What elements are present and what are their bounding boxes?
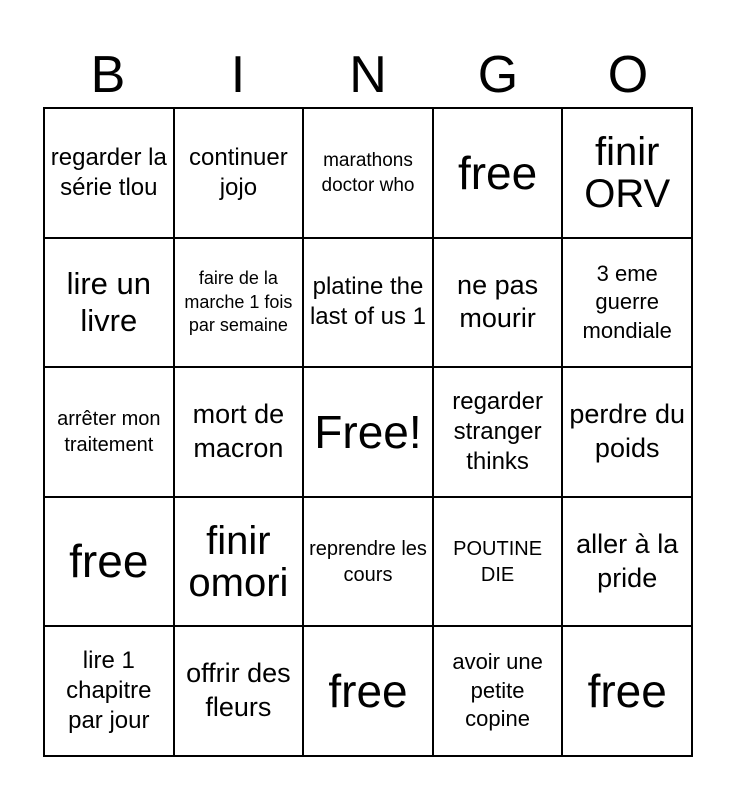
cell-text: reprendre les cours xyxy=(309,537,427,586)
cell-text: aller à la pride xyxy=(576,528,679,593)
bingo-cell-r5c1[interactable] xyxy=(44,626,174,756)
cell-text: POUTINE DIE xyxy=(453,537,543,586)
bingo-cell-r2c4[interactable] xyxy=(433,238,563,368)
bingo-cell-r5c4[interactable] xyxy=(433,626,563,756)
cell-text: platine the last of us 1 xyxy=(309,273,427,331)
cell-text: Free! xyxy=(314,405,422,458)
cell-text: marathons doctor who xyxy=(321,149,415,196)
bingo-cell-r4c3[interactable] xyxy=(303,497,433,627)
header-letter-g: G xyxy=(477,46,519,104)
cell-text: lire un livre xyxy=(66,265,152,339)
cell-text: faire de la marche 1 fois par semaine xyxy=(184,268,293,336)
bingo-header xyxy=(43,44,693,106)
cell-text: avoir une petite copine xyxy=(452,649,543,732)
bingo-cell-r3c1[interactable] xyxy=(44,367,174,497)
bingo-cell-r1c3[interactable] xyxy=(303,108,433,238)
cell-text: arrêter mon traitement xyxy=(57,407,161,456)
header-letter-n: N xyxy=(349,46,387,104)
cell-text: free xyxy=(457,146,538,199)
bingo-cell-r2c2[interactable] xyxy=(174,238,304,368)
bingo-cell-r3c5[interactable] xyxy=(562,367,692,497)
bingo-cell-r5c3[interactable] xyxy=(303,626,433,756)
bingo-cell-r1c2[interactable] xyxy=(174,108,304,238)
bingo-cell-r2c1[interactable] xyxy=(44,238,174,368)
bingo-cell-r5c5[interactable] xyxy=(562,626,692,756)
bingo-cell-r1c1[interactable] xyxy=(44,108,174,238)
bingo-cell-r4c4[interactable] xyxy=(433,497,563,627)
cell-text: 3 eme guerre mondiale xyxy=(582,260,672,343)
bingo-cell-r4c2[interactable] xyxy=(174,497,304,627)
header-letter-o: O xyxy=(607,46,649,104)
cell-text: free xyxy=(328,665,408,718)
cell-text: offrir des fleurs xyxy=(186,658,291,723)
bingo-cell-r3c3[interactable] xyxy=(303,367,433,497)
bingo-cell-r3c2[interactable] xyxy=(174,367,304,497)
bingo-cell-r3c4[interactable] xyxy=(433,367,563,497)
bingo-cell-r1c4[interactable] xyxy=(433,108,563,238)
cell-text: mort de macron xyxy=(192,399,285,463)
header-letter-i: I xyxy=(230,46,246,104)
cell-text: free xyxy=(587,665,667,718)
cell-text: continuer jojo xyxy=(189,143,288,201)
bingo-cell-r1c5[interactable] xyxy=(562,108,692,238)
bingo-cell-r5c2[interactable] xyxy=(174,626,304,756)
bingo-cell-r2c3[interactable] xyxy=(303,238,433,368)
bingo-cell-r2c5[interactable] xyxy=(562,238,692,368)
cell-text: finir omori xyxy=(188,518,289,605)
cell-text: regarder stranger thinks xyxy=(452,387,543,475)
bingo-board xyxy=(43,107,693,757)
cell-text: lire 1 chapitre par jour xyxy=(66,647,152,735)
cell-text: perdre du poids xyxy=(569,399,685,463)
bingo-cell-r4c1[interactable] xyxy=(44,497,174,627)
header-letter-b: B xyxy=(90,46,126,104)
cell-text: regarder la série tlou xyxy=(50,143,167,201)
cell-text: finir ORV xyxy=(584,129,671,216)
bingo-cell-r4c5[interactable] xyxy=(562,497,692,627)
cell-text: ne pas mourir xyxy=(457,269,539,334)
cell-text: free xyxy=(69,535,149,588)
